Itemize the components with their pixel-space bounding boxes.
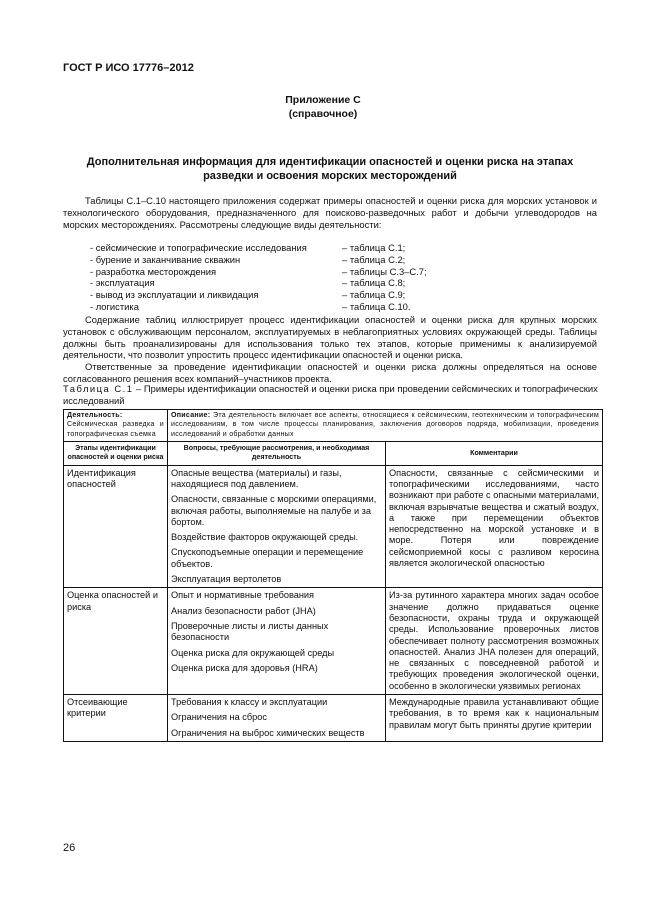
activity-text: Сейсмическая разведка и топографическая съемка [67, 420, 164, 438]
section-title-line2: разведки и освоения морских месторождений [203, 170, 457, 182]
page-number: 26 [63, 842, 76, 854]
list-item [90, 254, 427, 266]
document-header: ГОСТ Р ИСО 17776–2012 [63, 62, 194, 74]
issues-cell [168, 695, 386, 742]
activity-name: - логистика [90, 300, 139, 312]
issue-item: Ограничения на сброс [171, 712, 267, 723]
stage-cell: Отсеивающие критерии [64, 695, 168, 742]
issue-item: Оценка риска для окружающей среды [171, 647, 335, 658]
table-caption [63, 383, 603, 407]
description-cell [168, 410, 603, 442]
activity-table-ref: – таблица С.9; [342, 289, 406, 301]
column-header: Комментарии [386, 441, 603, 465]
activity-table-ref: – таблица С.10. [342, 300, 411, 312]
intro-block [63, 195, 597, 230]
activity-label: Деятельность: [67, 411, 123, 419]
issue-item: Проверочные листы и листы данных безопасности [171, 620, 329, 643]
issue-item: Оценка риска для здоровья (HRA) [171, 662, 318, 673]
list-item [90, 301, 427, 313]
appendix-heading [0, 93, 646, 121]
activity-table-ref: – таблица С.1; [342, 242, 406, 253]
table-caption-label: Таблица С.1 [63, 383, 134, 394]
issue-item: Опыт и нормативные требования [171, 590, 315, 601]
table-row [64, 588, 603, 695]
comment-cell: Из-за рутинного характера многих задач особое значение должно придаваться оценке безопасности, охраны труда и окружающей среды. Использование проверочных листов обеспечивает полноту рассмотрения возможных опасностей. Анализ JHA полезен для операций, не связанных с повседневной работой и требующих проведения экологической оценки, особенно в экологически уязвимых регионах [386, 588, 603, 695]
section-title [75, 155, 585, 183]
activity-list [90, 242, 427, 313]
list-item [90, 242, 427, 254]
issue-item: Ограничения на выброс химических веществ [171, 727, 365, 738]
issue-item: Требования к классу и эксплуатации [171, 697, 328, 708]
paragraph-table-contents: Содержание таблиц иллюстрирует процесс идентификации опасностей и оценки риска для крупных морских установок с обслуживающим персоналом, эксплуатируемых в неблагоприятных условиях окружающей среды. Таблицы должны быть проанализированы для использования только тех этапов, которые применимы к анализируемой деятельности, что позволит упростить процесс идентификации опасностей и оценки риска. [63, 314, 597, 361]
paragraph-responsibility: Ответственные за проведение идентификации опасностей и оценки риска должны определяться на основе согласованного решения всех компаний–участников проекта. [63, 361, 597, 384]
column-header: Вопросы, требующие рассмотрения, и необходимая деятельность [168, 441, 386, 465]
activity-name: - бурение и заканчивание скважин [90, 253, 241, 265]
column-header: Этапы идентификации опасностей и оценки риска [64, 441, 168, 465]
activity-table-ref: – таблицы С.3–С.7; [342, 265, 427, 277]
intro-paragraph: Таблицы С.1–С.10 настоящего приложения содержат примеры опасностей и оценки риска для морских установок и технологического оборудования, предназначенного для поисково-разведочных работ и добычи углеводородов на морских месторождениях. Рассмотрены следующие виды деятельности: [63, 195, 597, 230]
activity-table-ref: – таблица С.2; [342, 253, 406, 265]
issue-item: Опасные вещества (материалы) и газы, находящиеся под давлением. [171, 467, 342, 489]
issue-item: Воздействие факторов окружающей среды. [171, 532, 359, 543]
activity-name: - эксплуатация [90, 277, 155, 289]
issues-cell [168, 588, 386, 695]
issues-cell [168, 465, 386, 588]
activity-name: - вывод из эксплуатации и ликвидация [90, 289, 259, 301]
list-item [90, 266, 427, 278]
section-title-line1: Дополнительная информация для идентификации опасностей и оценки риска на этапах [86, 156, 574, 168]
table-header-row [64, 441, 603, 465]
issue-item: Спускоподъемные операции и перемещение объектов. [171, 547, 364, 569]
activity-table-ref: – таблица С.8; [342, 277, 406, 289]
appendix-subtitle: (справочное) [288, 108, 358, 120]
list-item [90, 277, 427, 289]
table-caption-text: – Примеры идентификации опасностей и оценки риска при проведении сейсмических и топографических исследований [63, 383, 598, 406]
table-row [64, 465, 603, 588]
body-paragraphs [63, 314, 597, 385]
hazard-table [63, 409, 603, 742]
activity-cell [64, 410, 168, 442]
list-item [90, 289, 427, 301]
table-row [64, 695, 603, 742]
activity-name: - сейсмические и топографические исследования [90, 242, 307, 253]
description-label: Описание: [171, 411, 211, 419]
issue-item: Эксплуатация вертолетов [171, 574, 282, 585]
table-activity-row [64, 410, 603, 442]
issue-item: Опасности, связанные с морскими операциями, включая работы, выполняемые на палубе и за бортом. [171, 494, 377, 527]
comment-cell: Опасности, связанные с сейсмическими и топографическими исследованиями, часто возникают при работе с опасными материалами, включая взрывчатые вещества и сжатый воздух, а также при перемещении объектов непосредственно на морской установке и в море. Потеря или повреждение сейсмоприемной косы с разливом керосина является экологической опасностью [386, 465, 603, 588]
description-text: Эта деятельность включает все аспекты, относящиеся к сейсмическим, геотехническим и топографическим исследованиям, в том числе процессы планирования, заключения договоров подряда, мобилизации, проведения исследований и обработки данных [171, 411, 600, 438]
comment-cell: Международные правила устанавливают общие требования, в то время как к национальным правилам могут быть приняты другие критерии [386, 695, 603, 742]
appendix-title: Приложение С [285, 94, 361, 106]
stage-cell: Оценка опасностей и риска [64, 588, 168, 695]
stage-cell: Идентификация опасностей [64, 465, 168, 588]
issue-item: Анализ безопасности работ (JHA) [171, 605, 316, 616]
activity-name: - разработка месторождения [90, 265, 217, 277]
